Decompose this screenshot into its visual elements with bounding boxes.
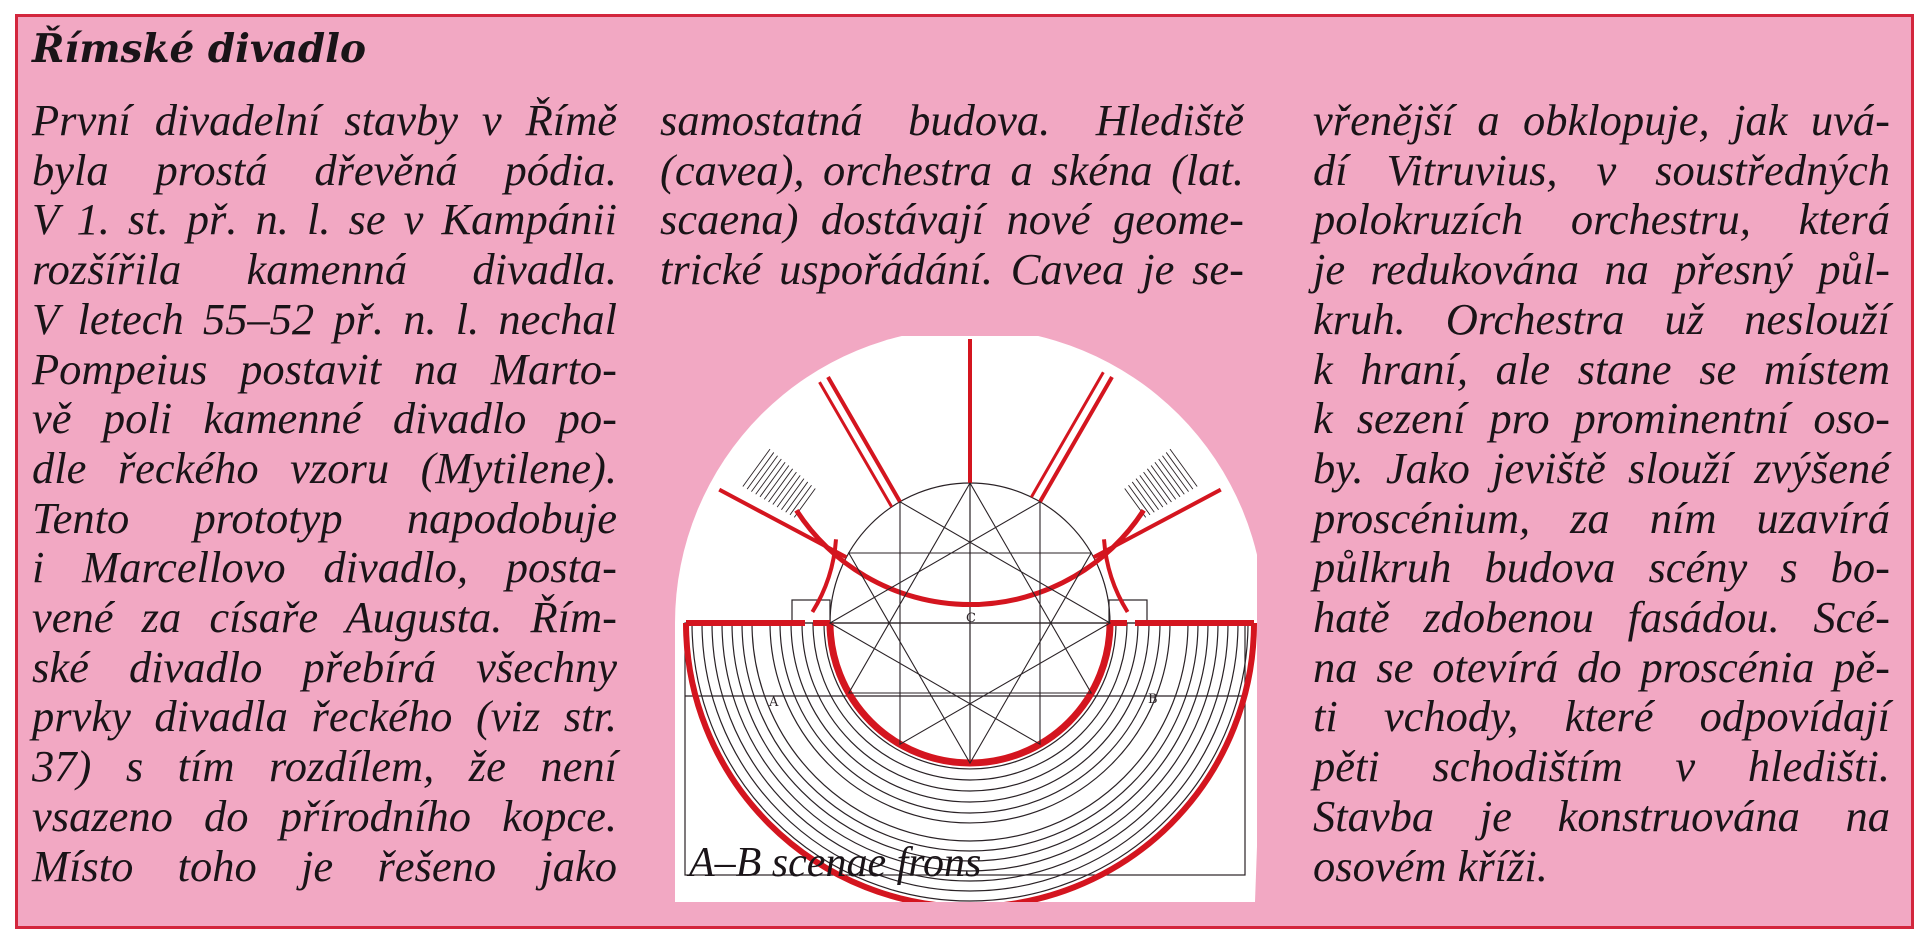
- text-line: proscénium, za ním uzavírá: [1313, 492, 1890, 543]
- text-line: vřenější a obklopuje, jak uvá-: [1313, 95, 1890, 145]
- text-line: ti vchody, které odpovídají: [1313, 691, 1890, 742]
- text-line: (cavea), orchestra a skéna (lat.: [660, 144, 1244, 195]
- text-line: samostatná budova. Hlediště: [660, 95, 1244, 145]
- text-line: prvky divadla řeckého (viz str.: [32, 691, 617, 742]
- text-line: trické uspořádání. Cavea je se-: [660, 244, 1244, 295]
- text-line: Pompeius postavit na Marto-: [32, 343, 617, 394]
- text-line: je redukována na přesný půl-: [1313, 244, 1890, 295]
- text-line: půlkruh budova scény s bo-: [1313, 542, 1890, 593]
- text-line: vené za císaře Augusta. Řím-: [32, 592, 617, 643]
- text-line: k hraní, ale stane se místem: [1313, 343, 1890, 394]
- text-line: V letech 55–52 př. n. l. nechal: [32, 293, 617, 344]
- text-line: vě poli kamenné divadlo po-: [32, 393, 617, 444]
- text-line: V 1. st. př. n. l. se v Kampánii: [32, 194, 617, 245]
- text-line: První divadelní stavby v Římě: [32, 95, 617, 145]
- text-line: rozšířila kamenná divadla.: [32, 244, 617, 295]
- text-line: polokruzích orchestru, která: [1313, 194, 1890, 245]
- theater-plan-drawing: [673, 336, 1257, 902]
- text-line: Tento prototyp napodobuje: [32, 492, 617, 543]
- label-b: B: [1148, 692, 1158, 707]
- text-line: Místo toho je řešeno jako: [32, 840, 617, 891]
- text-column-3: [1313, 96, 1890, 891]
- text-line: osovém kříži.: [1313, 840, 1548, 891]
- label-c: C: [966, 611, 976, 626]
- article-title: Římské divadlo: [32, 26, 366, 72]
- text-column-1: [32, 96, 617, 891]
- text-line: pěti schodištím v hledišti.: [1313, 741, 1890, 792]
- text-line: scaena) dostávají nové geome-: [660, 194, 1244, 245]
- text-line: byla prostá dřevěná pódia.: [32, 144, 617, 195]
- text-line: ské divadlo přebírá všechny: [32, 641, 617, 692]
- text-line: i Marcellovo divadlo, posta-: [32, 542, 617, 593]
- text-line: dí Vitruvius, v soustředných: [1313, 144, 1890, 195]
- text-line: dle řeckého vzoru (Mytilene).: [32, 442, 617, 493]
- text-line: Stavba je konstruována na: [1313, 790, 1890, 841]
- text-line: 37) s tím rozdílem, že není: [32, 741, 617, 792]
- text-line: hatě zdobenou fasádou. Scé-: [1313, 592, 1890, 643]
- text-line: na se otevírá do proscénia pě-: [1313, 641, 1890, 692]
- text-line: vsazeno do přírodního kopce.: [32, 790, 617, 841]
- text-line: by. Jako jeviště slouží zvýšené: [1313, 442, 1890, 493]
- text-line: kruh. Orchestra už neslouží: [1313, 293, 1890, 344]
- text-line: k sezení pro prominentní oso-: [1313, 393, 1890, 444]
- figure-caption: A–B scenae frons: [689, 840, 982, 886]
- theater-plan-figure: [673, 336, 1257, 902]
- label-a: A: [769, 695, 779, 710]
- text-column-2: [660, 96, 1244, 295]
